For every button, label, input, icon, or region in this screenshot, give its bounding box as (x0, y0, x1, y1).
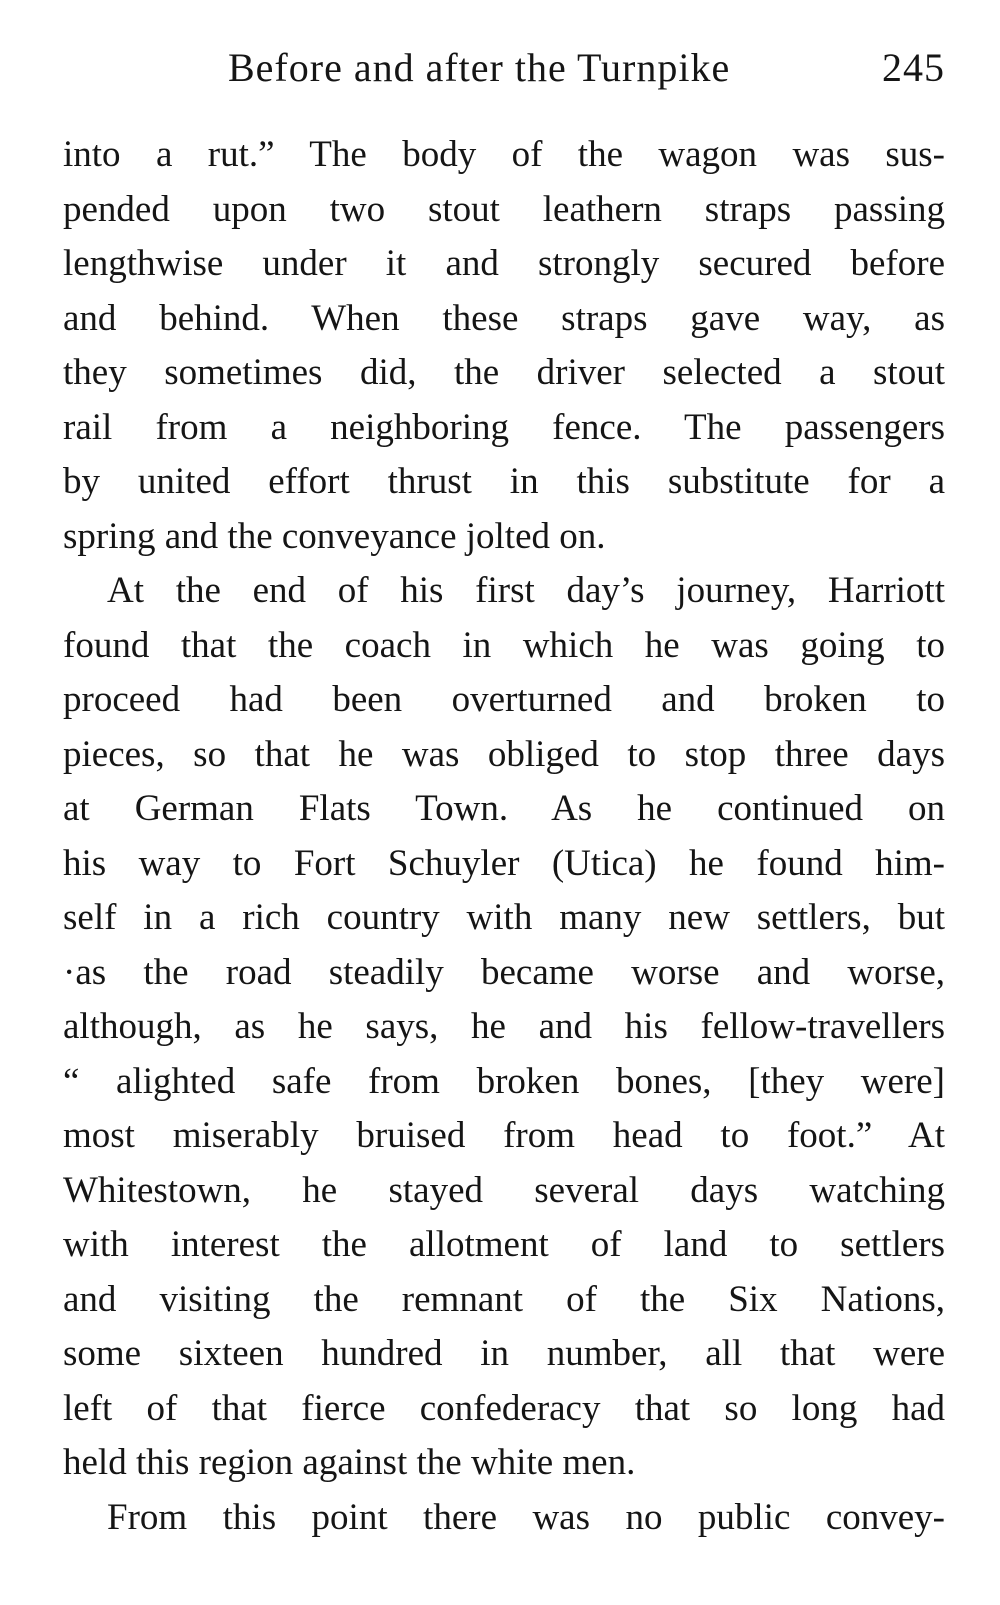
text-line: pended upon two stout leathern straps passing (63, 188, 945, 230)
text-line: spring and the conveyance jolted on. (63, 515, 606, 557)
text-line: and behind. When these straps gave way, as (63, 297, 945, 339)
text-line: and visiting the remnant of the Six Nations, (63, 1278, 945, 1320)
text-line: his way to Fort Schuyler (Utica) he found him- (63, 842, 945, 884)
text-line: pieces, so that he was obliged to stop three days (63, 733, 945, 775)
text-line: From this point there was no public convey- (107, 1496, 945, 1538)
paragraph (63, 564, 945, 1491)
paragraph (63, 128, 945, 564)
text-line: ·as the road steadily became worse and worse, (63, 951, 945, 993)
text-line: by united effort thrust in this substitute for a (63, 461, 945, 502)
running-head (0, 44, 1000, 104)
text-line: self in a rich country with many new settlers, but (63, 897, 945, 938)
body-text (63, 128, 945, 1545)
text-line: most miserably bruised from head to foot.” At (63, 1115, 945, 1156)
paragraph (63, 1491, 945, 1546)
text-line: proceed had been overturned and broken to (63, 679, 945, 720)
text-line: they sometimes did, the driver selected a stout (63, 352, 945, 393)
running-title: Before and after the Turnpike (228, 45, 731, 90)
text-line: Whitestown, he stayed several days watching (63, 1169, 945, 1211)
text-line: found that the coach in which he was going to (63, 624, 945, 666)
text-line: lengthwise under it and strongly secured before (63, 243, 945, 284)
text-line: some sixteen hundred in number, all that were (63, 1333, 945, 1374)
text-line: held this region against the white men. (63, 1442, 636, 1483)
page-number: 245 (882, 45, 945, 90)
text-line: rail from a neighboring fence. The passengers (63, 406, 945, 448)
text-line: left of that fierce confederacy that so long had (63, 1387, 945, 1429)
text-line: with interest the allotment of land to settlers (63, 1224, 945, 1265)
text-line: “ alighted safe from broken bones, [they were] (63, 1060, 945, 1102)
text-line: although, as he says, he and his fellow-travellers (63, 1006, 945, 1047)
text-line: at German Flats Town. As he continued on (63, 788, 945, 829)
text-line: into a rut.” The body of the wagon was sus- (63, 134, 945, 175)
text-line: At the end of his first day’s journey, Harriott (107, 570, 945, 611)
